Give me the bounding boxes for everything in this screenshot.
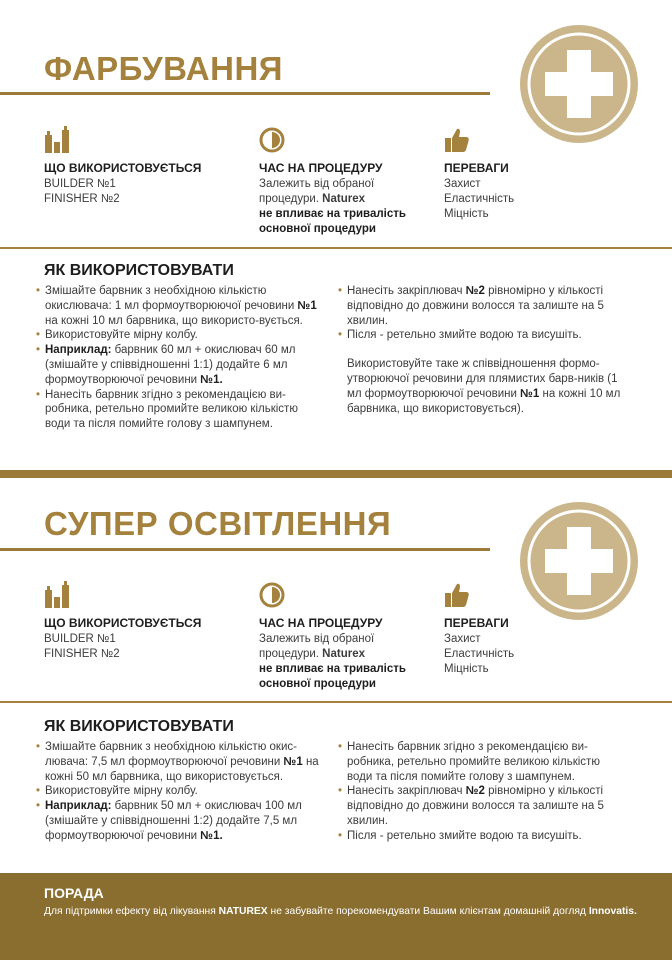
brand-name: Innovatis.	[588, 906, 637, 917]
info-line: Захист	[444, 178, 481, 190]
list-text-bold: Наприклад:	[45, 344, 112, 357]
info-line: Захист	[444, 633, 481, 645]
clock-icon	[259, 581, 285, 609]
clock-icon	[259, 126, 285, 154]
list-text: рівномірно у кількості відповідно до довжини волосся та залиште на 5 хвилин.	[347, 285, 604, 327]
list-item	[36, 284, 326, 328]
howto-right-column	[338, 740, 628, 844]
list-text-bold: №2	[465, 285, 485, 297]
list-text-bold: Наприклад:	[45, 800, 112, 813]
list-text-bold: №1.	[200, 373, 223, 386]
info-heading: ПЕРЕВАГИ	[444, 616, 509, 630]
list-text: Змішайте барвник з необхідною кількістю окис-лювача: 7,5 мл формоутворюючої речовини	[45, 741, 297, 768]
info-line: не впливає на тривалість	[259, 208, 406, 220]
info-used	[44, 126, 234, 207]
section-title: ФАРБУВАННЯ	[44, 50, 284, 87]
section-title: СУПЕР ОСВІТЛЕННЯ	[44, 505, 392, 542]
tip-text-part: Для підтримки ефекту від лікування	[44, 906, 219, 917]
list-text: на кожні 50 мл барвника, що використовується.	[45, 755, 319, 783]
info-heading: ЩО ВИКОРИСТОВУЄТЬСЯ	[44, 616, 202, 630]
info-heading: ПЕРЕВАГИ	[444, 161, 509, 175]
tip-text-part: не забувайте порекомендувати Вашим клієнтам домашній догляд	[267, 906, 589, 917]
brand-name: Naturex	[322, 193, 365, 205]
info-line: BUILDER №1	[44, 178, 116, 190]
list-text: барвник 60 мл + окислювач 60 мл (змішайте у співвідношенні 1:1) додайте 6 мл формоутворюючої речовини	[45, 344, 296, 386]
info-heading: ЧАС НА ПРОЦЕДУРУ	[259, 616, 383, 630]
note-paragraph	[338, 357, 628, 416]
bottles-icon	[44, 126, 70, 154]
list-item: • Використовуйте мірну колбу.	[36, 784, 326, 799]
divider	[0, 247, 672, 249]
list-item: • Нанесіть барвник згідно з рекомендацією ви-робника, ретельно промийте великою кількістю води та після помийте голову з шампунем.	[36, 388, 326, 432]
howto-title: ЯК ВИКОРИСТОВУВАТИ	[44, 262, 234, 279]
list-item	[338, 284, 628, 328]
info-time	[259, 126, 449, 237]
info-line: основної процедури	[259, 223, 376, 235]
section-coloring	[0, 0, 672, 478]
list-text: Нанесіть закріплювач	[347, 785, 466, 798]
list-item	[36, 799, 326, 843]
section-super-lightening	[0, 478, 672, 873]
info-benefits	[444, 581, 634, 677]
thumbs-up-icon	[444, 126, 470, 154]
list-item: • Після - ретельно змийте водою та висушіть.	[338, 829, 628, 844]
info-line	[259, 647, 449, 662]
info-benefits	[444, 126, 634, 222]
info-line: FINISHER №2	[44, 193, 120, 205]
howto-title: ЯК ВИКОРИСТОВУВАТИ	[44, 718, 234, 735]
divider	[0, 701, 672, 703]
info-line: Еластичність	[444, 193, 515, 205]
info-used	[44, 581, 234, 662]
list-text-bold: №1	[283, 755, 303, 768]
tip-text	[44, 905, 644, 919]
list-item: • Після - ретельно змийте водою та висушіть.	[338, 328, 628, 343]
section-separator	[0, 470, 672, 478]
list-item	[36, 740, 326, 784]
info-time	[259, 581, 449, 692]
info-text: процедури.	[259, 648, 323, 660]
list-text-bold: №1.	[200, 829, 223, 842]
brand-name: Naturex	[322, 648, 365, 660]
info-line: Еластичність	[444, 648, 515, 660]
info-line: основної процедури	[259, 678, 376, 690]
info-line: Міцність	[444, 663, 489, 675]
brand-name: NATUREX	[218, 906, 268, 917]
tip-footer	[0, 873, 672, 960]
info-line: BUILDER №1	[44, 633, 116, 645]
tip-title: ПОРАДА	[44, 885, 104, 901]
info-heading: ЩО ВИКОРИСТОВУЄТЬСЯ	[44, 161, 202, 175]
info-text: процедури.	[259, 193, 323, 205]
info-heading: ЧАС НА ПРОЦЕДУРУ	[259, 161, 383, 175]
list-item: • Нанесіть барвник згідно з рекомендацією ви-робника, ретельно промийте великою кількістю води та після помийте голову з шампунем.	[338, 740, 628, 784]
list-text: Нанесіть закріплювач	[347, 285, 466, 297]
info-line: Міцність	[444, 208, 489, 220]
howto-right-column	[338, 284, 628, 416]
howto-left-column	[36, 284, 326, 432]
title-underline	[0, 548, 490, 551]
list-text-bold: №1	[297, 299, 317, 312]
bottles-icon	[44, 581, 70, 609]
list-text: на кожні 10 мл барвника, що використо-вується.	[45, 314, 303, 327]
list-item	[338, 784, 628, 828]
list-text: рівномірно у кількості відповідно до довжини волосся та залиште на 5 хвилин.	[347, 785, 604, 827]
info-line	[259, 192, 449, 207]
list-item: • Використовуйте мірну колбу.	[36, 328, 326, 343]
list-item	[36, 343, 326, 387]
list-text: Змішайте барвник з необхідною кількістю окислювача: 1 мл формоутворюючої речовини	[45, 285, 298, 312]
howto-left-column	[36, 740, 326, 844]
list-text: барвник 50 мл + окислювач 100 мл (змішайте у співвідношенні 1:2) додайте 7,5 мл формоутворюючої речовини	[45, 800, 302, 842]
list-text-bold: №2	[465, 785, 485, 798]
info-line: Залежить від обраної	[259, 178, 375, 190]
title-underline	[0, 92, 490, 95]
note-text: Використовуйте таке ж співвідношення формо-утворюючої речовини для плямистих барв-ників (1 мл формоутворюючої речовини	[347, 358, 618, 400]
info-line: FINISHER №2	[44, 648, 120, 660]
note-text: на кожні 10 мл барвника, що використовується).	[347, 387, 621, 415]
info-line: не впливає на тривалість	[259, 663, 406, 675]
note-text-bold: №1	[520, 387, 540, 400]
info-line: Залежить від обраної	[259, 633, 375, 645]
thumbs-up-icon	[444, 581, 470, 609]
